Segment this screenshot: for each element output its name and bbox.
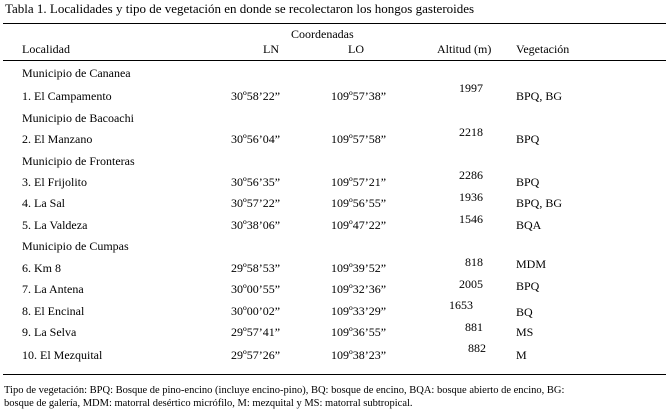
top-rule (3, 23, 666, 24)
cell-altitud: 1997 (459, 81, 483, 95)
cell-localidad: 4. La Sal (22, 196, 65, 210)
header-altitud: Altitud (m) (437, 42, 492, 56)
cell-localidad: 8. El Encinal (22, 304, 85, 318)
cell-vegetacion: BQA (516, 218, 542, 232)
cell-lo: 109º39’52” (331, 261, 387, 275)
municipio-heading: Municipio de Cananea (22, 66, 131, 80)
municipio-heading: Municipio de Cumpas (22, 239, 129, 253)
cell-altitud: 882 (468, 341, 486, 355)
cell-localidad: 6. Km 8 (22, 261, 61, 275)
cell-lo: 109º56’55” (331, 196, 387, 210)
cell-lo: 109º47’22” (331, 218, 387, 232)
header-localidad: Localidad (22, 42, 70, 56)
header-rule (3, 60, 666, 61)
header-ln: LN (263, 42, 279, 56)
cell-lo: 109º38’23” (331, 348, 387, 362)
cell-lo: 109º36’55” (331, 325, 387, 339)
cell-vegetacion: MDM (516, 257, 547, 271)
cell-localidad: 7. La Antena (22, 282, 84, 296)
cell-ln: 30º56’04” (231, 132, 281, 146)
header-lo: LO (348, 42, 364, 56)
cell-vegetacion: BPQ (516, 132, 540, 146)
cell-ln: 30º56’35” (231, 175, 281, 189)
cell-localidad: 10. El Mezquital (22, 348, 103, 362)
footnote-line: Tipo de vegetación: BPQ: Bosque de pino-encino (incluye encino-pino), BQ: bosque de encino, BQA: bosque abierto de encino, BG: (4, 385, 565, 396)
cell-lo: 109º32’36” (331, 282, 387, 296)
cell-vegetacion: M (516, 348, 527, 362)
cell-altitud: 1546 (459, 212, 483, 226)
cell-ln: 29º58’53” (231, 261, 281, 275)
cell-lo: 109º57’38” (331, 89, 387, 103)
cell-localidad: 3. El Frijolito (22, 175, 88, 189)
cell-vegetacion: BPQ, BG (516, 196, 563, 210)
cell-altitud: 881 (465, 320, 483, 334)
cell-altitud: 2218 (459, 125, 483, 139)
cell-altitud: 818 (465, 255, 483, 269)
cell-ln: 29º57’41” (231, 325, 281, 339)
cell-localidad: 1. El Campamento (22, 89, 112, 103)
cell-ln: 29º57’26” (231, 348, 281, 362)
cell-localidad: 9. La Selva (22, 325, 77, 339)
cell-vegetacion: BPQ (516, 175, 540, 189)
cell-lo: 109º33’29” (331, 304, 387, 318)
cell-altitud: 2005 (459, 277, 483, 291)
footnote-line: bosque de galería, MDM: matorral desértico micrófilo, M: mezquital y MS: matorral subtropical. (4, 398, 413, 409)
cell-ln: 30º58’22” (231, 89, 281, 103)
cell-localidad: 5. La Valdeza (22, 218, 88, 232)
cell-altitud: 2286 (459, 168, 483, 182)
header-vegetacion: Vegetación (516, 42, 570, 56)
cell-altitud: 1936 (459, 190, 483, 204)
cell-vegetacion: BQ (516, 305, 533, 319)
header-coordenadas: Coordenadas (291, 27, 354, 41)
bottom-rule (3, 374, 666, 375)
cell-ln: 30º38’06” (231, 218, 281, 232)
municipio-heading: Municipio de Bacoachi (22, 111, 134, 125)
cell-vegetacion: BPQ (516, 279, 540, 293)
cell-lo: 109º57’21” (331, 175, 387, 189)
cell-ln: 30º00’02” (231, 304, 281, 318)
cell-altitud: 1653 (449, 298, 473, 312)
municipio-heading: Municipio de Fronteras (22, 154, 135, 168)
cell-ln: 30º57’22” (231, 196, 281, 210)
cell-localidad: 2. El Manzano (22, 132, 93, 146)
cell-vegetacion: MS (516, 325, 534, 339)
cell-vegetacion: BPQ, BG (516, 89, 563, 103)
table-caption: Tabla 1. Localidades y tipo de vegetación en donde se recolectaron los hongos gasteroides (5, 1, 475, 16)
cell-ln: 30º00’55” (231, 282, 281, 296)
cell-lo: 109º57’58” (331, 132, 387, 146)
